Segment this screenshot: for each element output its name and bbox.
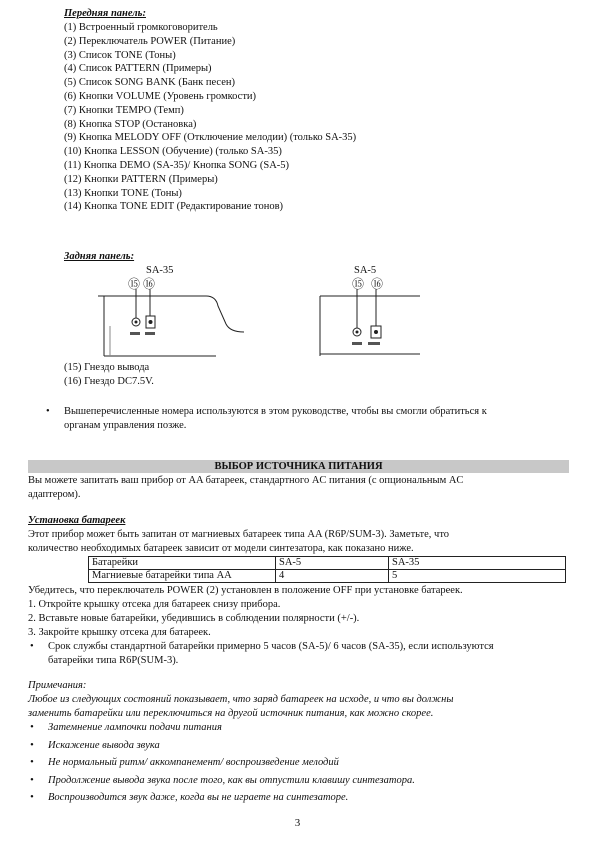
notes-bullet-item: • Не нормальный ритм/ аккомпанемент/ воспроизведение мелодий [48, 756, 339, 769]
front-panel-item: (2) Переключатель POWER (Питание) [64, 35, 236, 47]
table-cell: Батарейки [89, 557, 276, 570]
battery-life-line-1: • Срок службы стандартной батарейки примерно 5 часов (SA-5)/ 6 часов (SA-35), если используются [48, 640, 494, 653]
notes-bullet-item: • Затемнение лампочки подачи питания [48, 721, 222, 734]
step-2: 2. Вставьте новые батарейки, убедившись в соблюдении полярности (+/-). [28, 613, 360, 624]
table-cell: 5 [389, 570, 566, 583]
notes-bullet-item: • Воспроизводится звук даже, когда вы не играете на синтезаторе. [48, 791, 348, 804]
front-panel-item: (8) Кнопка STOP (Остановка) [64, 118, 197, 130]
notes-heading: Примечания: [28, 680, 87, 691]
model-label-sa5: SA-5 [354, 265, 377, 276]
battery-table [88, 556, 566, 583]
power-intro-line-1: Вы можете запитать ваш прибор от AA батареек, стандартного AC питания (с опциональным AC [28, 475, 464, 486]
marker-16-sa35: ⑯ [143, 277, 156, 291]
sa5-rear-panel-illustration [310, 276, 420, 358]
battery-text-line-1: Этот прибор может быть запитан от магниевых батареек типа AA (R6P/SUM-3). Заметьте, что [28, 529, 450, 540]
front-panel-item: (3) Список TONE (Тоны) [64, 49, 176, 61]
front-panel-item: (14) Кнопка TONE EDIT (Редактирование тонов) [64, 201, 284, 213]
battery-heading: Установка батареек [28, 515, 126, 526]
power-intro-line-2: адаптером). [28, 489, 81, 500]
notes-bullet-item: • Продолжение вывода звука после того, как вы отпустили клавишу синтезатора. [48, 774, 415, 787]
front-panel-heading: Передняя панель: [64, 8, 146, 19]
table-cell: 4 [276, 570, 389, 583]
notes-intro-line-1: Любое из следующих состояний показывает, что заряд батареек на исходе, и что вы должны [28, 694, 454, 705]
front-panel-item: (6) Кнопки VOLUME (Уровень громкости) [64, 91, 257, 102]
table-cell: Магниевые батарейки типа AA [89, 570, 276, 583]
step-1: 1. Откройте крышку отсека для батареек снизу прибора. [28, 599, 281, 610]
rear-panel-heading: Задняя панель: [64, 251, 135, 262]
notes-intro-line-2: заменить батарейки или переключиться на другой источник питания, как можно скорее. [28, 708, 434, 719]
table-row [89, 570, 566, 583]
marker-15-sa5: ⑮ [352, 277, 365, 291]
rear-item-16: (16) Гнездо DC7.5V. [64, 376, 154, 387]
front-panel-item: (5) Список SONG BANK (Банк песен) [64, 77, 235, 89]
step-3: 3. Закройте крышку отсека для батареек. [28, 627, 211, 638]
front-panel-item: (7) Кнопки TEMPO (Темп) [64, 104, 184, 116]
front-panel-item: (4) Список PATTERN (Примеры) [64, 63, 212, 75]
rear-note-line-1: • Вышеперечисленные номера используются в этом руководстве, чтобы вы смогли обратиться к [64, 405, 487, 418]
page-number: 3 [294, 817, 301, 829]
power-section-title: ВЫБОР ИСТОЧНИКА ПИТАНИЯ [28, 460, 569, 473]
front-panel-item: (10) Кнопка LESSON (Обучение) (только SA-35) [64, 146, 282, 158]
front-panel-item: (11) Кнопка DEMO (SA-35)/ Кнопка SONG (SA-5) [64, 160, 290, 171]
front-panel-item: (12) Кнопки PATTERN (Примеры) [64, 173, 218, 185]
front-panel-item: (13) Кнопки TONE (Тоны) [64, 187, 182, 199]
front-panel-item: (9) Кнопка MELODY OFF (Отключение мелодии) (только SA-35) [64, 132, 357, 144]
table-cell: SA-5 [276, 557, 389, 570]
front-panel-item: (1) Встроенный громкоговоритель [64, 22, 218, 33]
table-row [89, 557, 566, 570]
rear-note-line-2: органам управления позже. [64, 420, 187, 431]
marker-15-sa35: ⑮ [128, 277, 141, 291]
battery-life-line-2: батарейки типа R6P(SUM-3). [48, 655, 179, 666]
battery-text-line-2: количество необходимых батареек зависит от модели синтезатора, как показано ниже. [28, 543, 414, 554]
power-switch-check: Убедитесь, что переключатель POWER (2) установлен в положение OFF при установке батареек. [28, 585, 463, 596]
rear-item-15: (15) Гнездо вывода [64, 362, 150, 373]
sa35-rear-panel-illustration [96, 276, 246, 358]
table-cell: SA-35 [389, 557, 566, 570]
notes-bullet-item: • Искажение вывода звука [48, 739, 160, 752]
marker-16-sa5: ⑯ [371, 277, 384, 291]
model-label-sa35: SA-35 [146, 265, 174, 276]
